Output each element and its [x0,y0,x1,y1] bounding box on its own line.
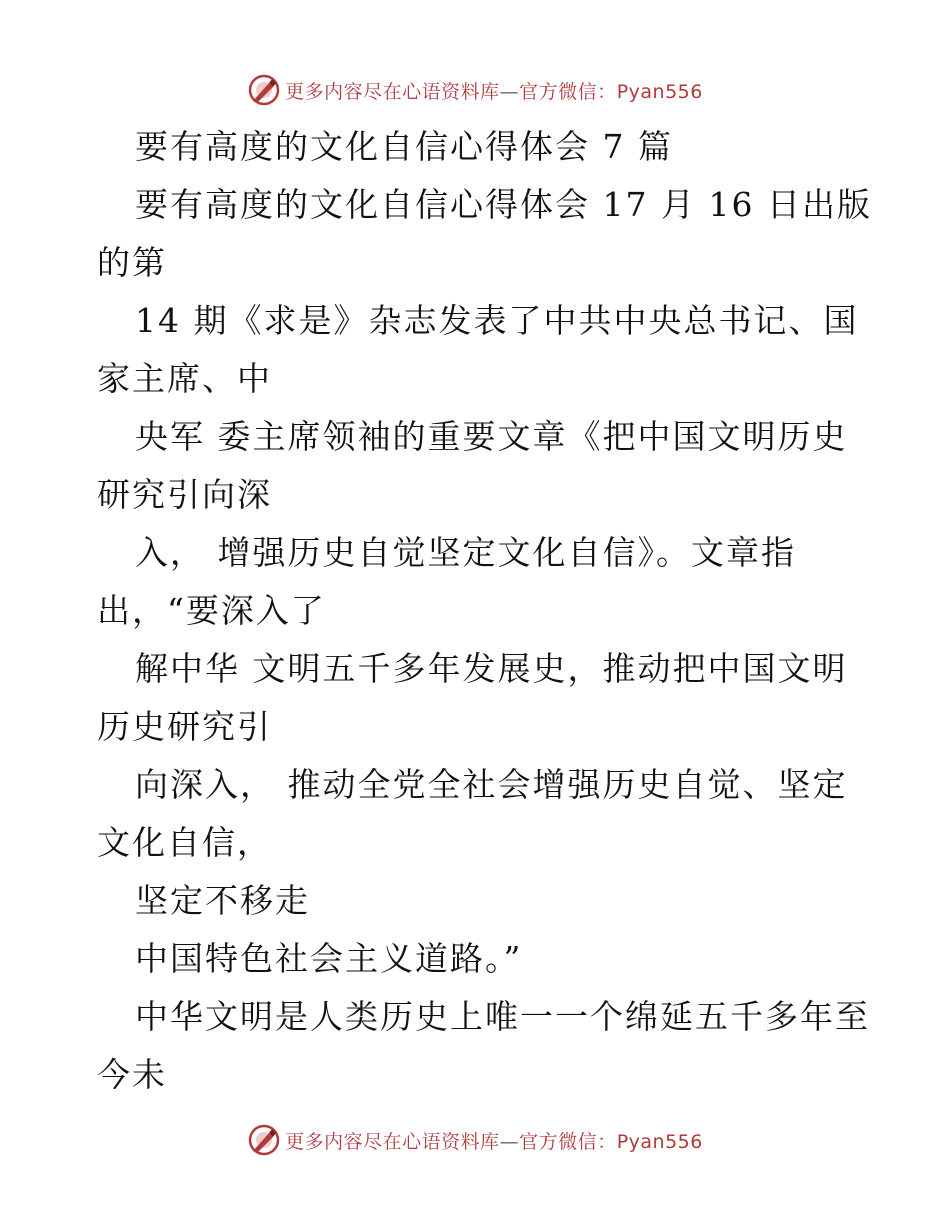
header-banner-contact: 官方微信： [519,80,617,103]
header-banner [0,70,950,110]
paragraph-line: 历史研究引 [97,707,272,746]
footer-banner-contact: 官方微信： [519,1130,617,1153]
paragraph-line: 14 期《求是》杂志发表了中共中央总书记、国 [135,301,859,340]
paragraph-line: 出，“要深入了 [97,591,326,630]
paragraph-line: 要有高度的文化自信心得体会 17 月 16 日出版 [135,185,872,224]
footer-banner [0,1120,950,1160]
paragraph-line: 中国特色社会主义道路。” [135,939,523,978]
paragraph-line: 解中华 文明五千多年发展史，推动把中国文明 [135,649,848,688]
footer-banner-slogan: 更多内容尽在心语资料库 [285,1130,500,1153]
document-body [97,118,877,1104]
paragraph-line: 入， 增强历史自觉坚定文化自信》。文章指 [135,533,796,572]
header-banner-slogan: 更多内容尽在心语资料库 [285,80,500,103]
paragraph-line: 坚定不移走 [135,881,310,920]
paragraph-line: 家主席、中 [97,359,272,398]
pen-logo-icon [247,1123,281,1157]
footer-banner-separator: — [499,1130,520,1153]
header-banner-contact-id: Pyan556 [616,80,703,103]
footer-banner-contact-id: Pyan556 [616,1130,703,1153]
paragraph-line: 研究引向深 [97,475,272,514]
paragraph-line: 文化自信， [97,823,272,862]
document-title: 要有高度的文化自信心得体会 7 篇 [135,127,673,166]
header-banner-text [285,77,703,104]
paragraph-line: 中华文明是人类历史上唯一一个绵延五千多年至 [135,997,870,1036]
header-banner-separator: — [499,80,520,103]
paragraph-line: 今未 [97,1055,167,1094]
paragraph-line: 央军 委主席领袖的重要文章《把中国文明历史 [135,417,848,456]
pen-logo-icon [247,73,281,107]
paragraph-line: 的第 [97,243,167,282]
paragraph-line: 向深入， 推动全党全社会增强历史自觉、坚定 [135,765,848,804]
footer-banner-text [285,1127,703,1154]
